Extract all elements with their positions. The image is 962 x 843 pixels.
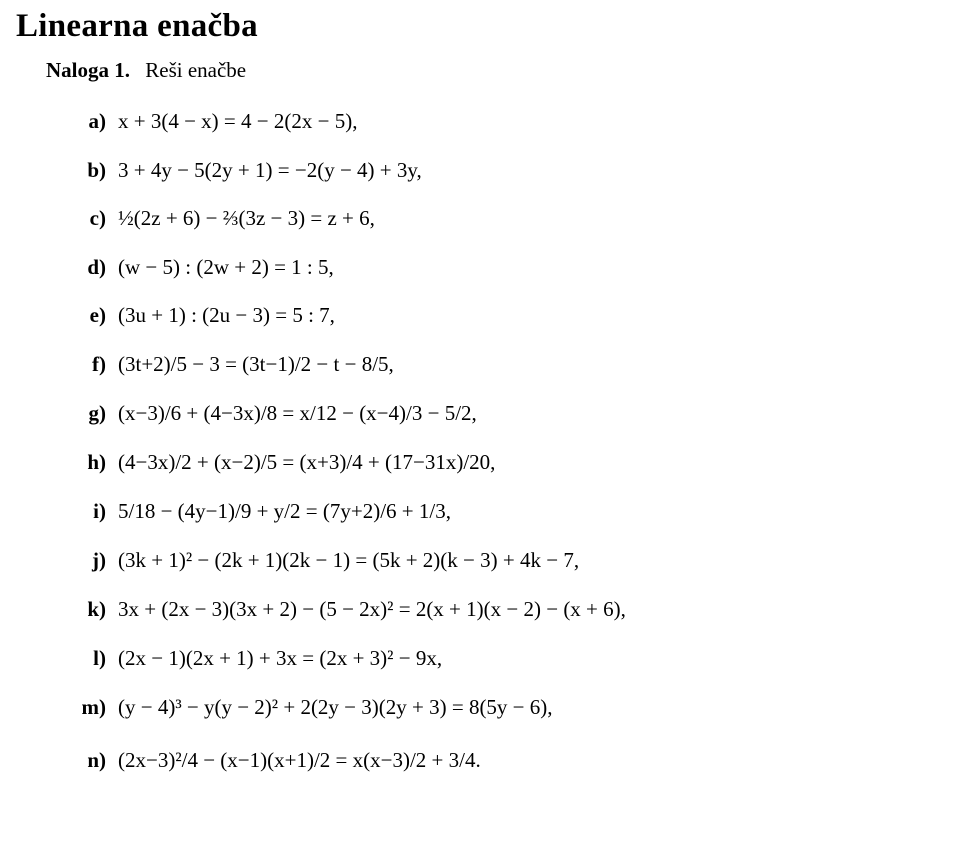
equation-item-j [0,540,900,580]
equation-item-f [0,344,900,384]
equation-text: (3u + 1) : (2u − 3) = 5 : 7, [118,302,335,327]
equation-label: n) [87,747,106,772]
equation-text: (x−3)/6 + (4−3x)/8 = x/12 − (x−4)/3 − 5/2, [118,400,477,425]
equation-item-k [0,589,900,629]
equation-text: (y − 4)³ − y(y − 2)² + 2(2y − 3)(2y + 3) = 8(5y − 6), [118,694,553,719]
page-title: Linearna enačba [16,8,258,44]
equation-text: (4−3x)/2 + (x−2)/5 = (x+3)/4 + (17−31x)/20, [118,449,496,474]
equation-item-h [0,442,900,482]
equation-text: (2x − 1)(2x + 1) + 3x = (2x + 3)² − 9x, [118,645,443,670]
equation-label: k) [87,596,106,621]
equation-label: h) [87,449,106,474]
equation-label: m) [81,694,106,719]
equation-label: b) [87,157,106,182]
equation-label: j) [92,547,106,572]
equation-text: 3 + 4y − 5(2y + 1) = −2(y − 4) + 3y, [118,157,422,182]
equation-label: i) [93,498,106,523]
equation-item-i [0,491,900,531]
task-number: Naloga 1. [46,58,130,82]
equation-text: (w − 5) : (2w + 2) = 1 : 5, [118,254,334,279]
equation-label: g) [88,400,106,425]
equation-item-m [0,687,900,727]
task-heading [46,58,246,83]
equation-item-d [0,247,900,287]
equation-label: l) [93,645,106,670]
equation-text: (3t+2)/5 − 3 = (3t−1)/2 − t − 8/5, [118,351,394,376]
equation-item-e [0,295,900,335]
task-instruction: Reši enačbe [145,58,247,82]
equation-label: e) [89,302,106,327]
equation-label: f) [92,351,106,376]
equation-item-n [0,740,900,780]
equation-item-l [0,638,900,678]
equation-text: x + 3(4 − x) = 4 − 2(2x − 5), [118,108,358,133]
equation-text: (2x−3)²/4 − (x−1)(x+1)/2 = x(x−3)/2 + 3/4. [118,747,481,772]
equation-item-c [0,198,900,238]
equation-item-g [0,393,900,433]
equation-label: a) [88,108,106,133]
equation-text: 3x + (2x − 3)(3x + 2) − (5 − 2x)² = 2(x + 1)(x − 2) − (x + 6), [118,596,626,621]
equation-text: 5/18 − (4y−1)/9 + y/2 = (7y+2)/6 + 1/3, [118,498,451,523]
equation-text: (3k + 1)² − (2k + 1)(2k − 1) = (5k + 2)(k − 3) + 4k − 7, [118,547,580,572]
equation-label: c) [89,205,106,230]
equation-item-b [0,150,900,190]
equation-text: ½(2z + 6) − ⅔(3z − 3) = z + 6, [118,205,375,230]
equation-label: d) [87,254,106,279]
equation-item-a [0,101,900,141]
